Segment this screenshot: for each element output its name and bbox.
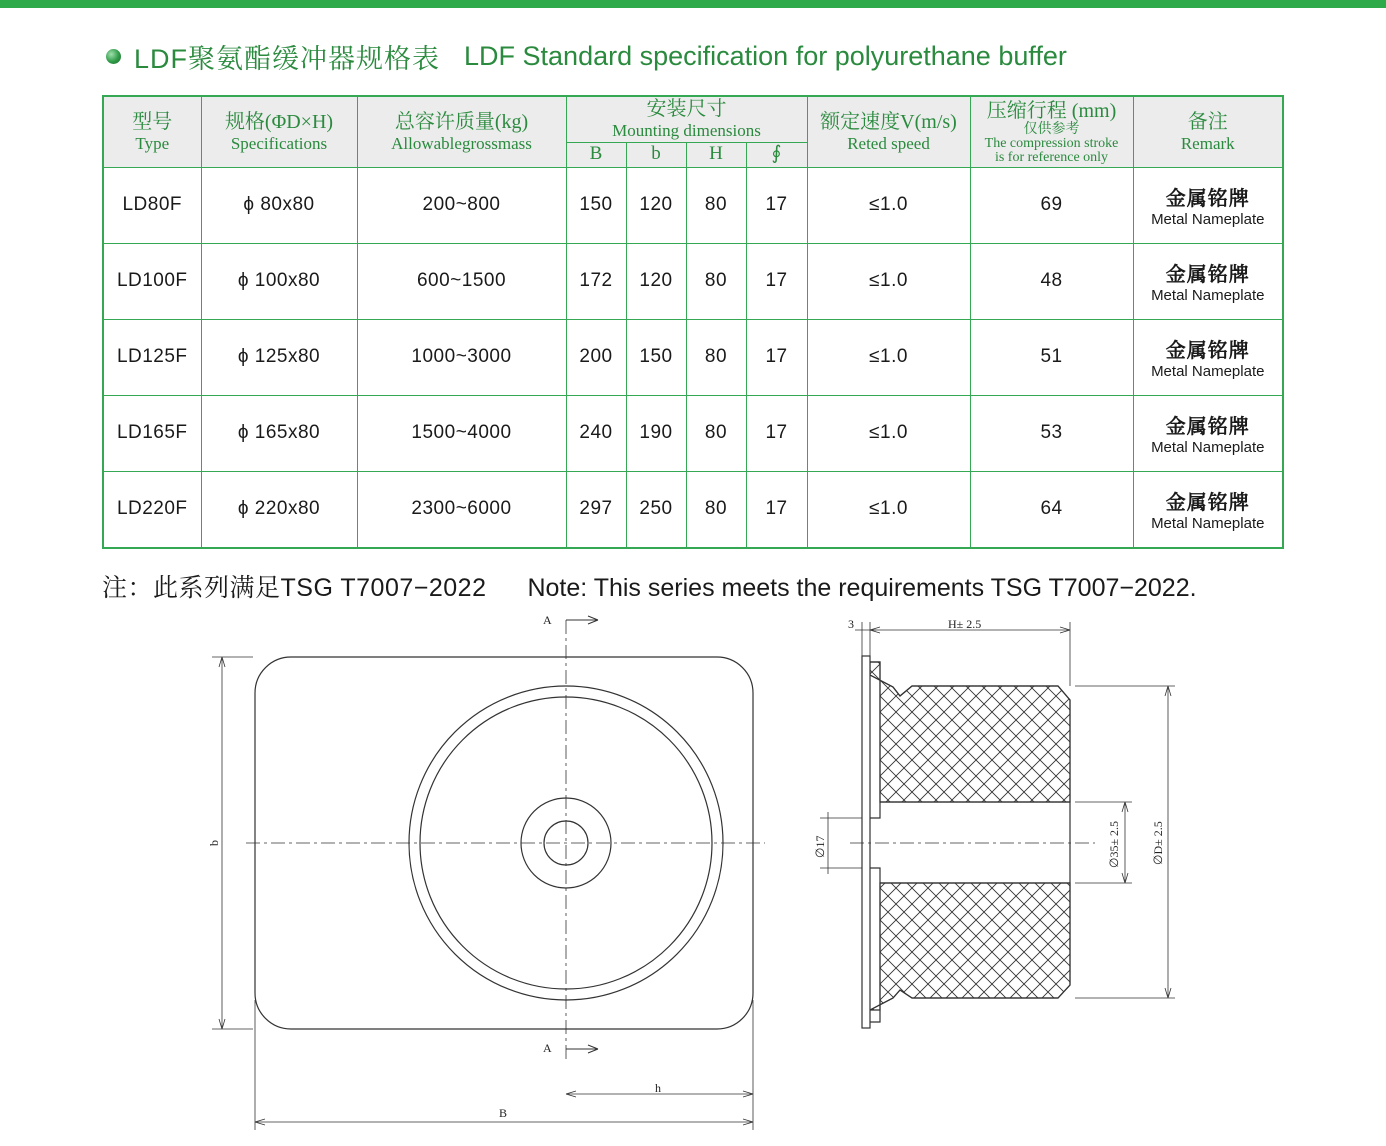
cell-B: 297 <box>566 471 626 548</box>
bullet-icon <box>106 49 121 64</box>
cell-speed: ≤1.0 <box>807 471 970 548</box>
cell-B: 200 <box>566 319 626 395</box>
remark-chinese: 金属铭牌 <box>1165 416 1250 439</box>
note-chinese: 注：此系列满足TSG T7007−2022 <box>102 574 487 602</box>
header-mount-H: H <box>686 142 746 167</box>
front-view <box>212 616 765 1130</box>
cell-phi: 17 <box>746 471 807 548</box>
cell-phi: 17 <box>746 319 807 395</box>
note <box>102 568 1197 604</box>
cell-H: 80 <box>686 319 746 395</box>
dim-b-label: b <box>207 840 221 846</box>
cell-remark <box>1133 319 1283 395</box>
remark-english: Metal Nameplate <box>1151 211 1265 229</box>
dim-phi17-label: ∅17 <box>813 835 827 858</box>
header-mount-b: b <box>626 142 686 167</box>
cell-b: 150 <box>626 319 686 395</box>
cell-stroke: 51 <box>970 319 1133 395</box>
cell-b: 190 <box>626 395 686 471</box>
remark-english: Metal Nameplate <box>1151 515 1265 533</box>
cell-remark <box>1133 471 1283 548</box>
cell-H: 80 <box>686 471 746 548</box>
cell-stroke: 53 <box>970 395 1133 471</box>
cell-speed: ≤1.0 <box>807 243 970 319</box>
cell-spec: ϕ 125x80 <box>201 319 357 395</box>
title-chinese: LDF聚氨酯缓冲器规格表 <box>134 43 441 74</box>
remark-chinese: 金属铭牌 <box>1165 340 1250 363</box>
section-mark-top: A <box>543 613 552 627</box>
table-row <box>103 471 1283 548</box>
technical-drawing <box>0 600 1386 1146</box>
table-row <box>103 167 1283 243</box>
cell-H: 80 <box>686 243 746 319</box>
cell-mass: 600~1500 <box>357 243 566 319</box>
table-row <box>103 243 1283 319</box>
cell-type: LD100F <box>103 243 201 319</box>
cell-spec: ϕ 80x80 <box>201 167 357 243</box>
header-type: 型号 Type <box>103 96 201 167</box>
remark-chinese: 金属铭牌 <box>1165 188 1250 211</box>
dim-3-label: 3 <box>848 617 854 631</box>
dim-phi35-label: ∅35± 2.5 <box>1107 820 1121 868</box>
cell-phi: 17 <box>746 243 807 319</box>
remark-english: Metal Nameplate <box>1151 439 1265 457</box>
remark-english: Metal Nameplate <box>1151 363 1265 381</box>
header-specifications: 规格(ΦD×H) Specifications <box>201 96 357 167</box>
header-compression-stroke: 压缩行程 (mm) 仅供参考 The compression stroke is for reference only <box>970 96 1133 167</box>
cell-b: 120 <box>626 243 686 319</box>
cell-stroke: 64 <box>970 471 1133 548</box>
cell-spec: ϕ 220x80 <box>201 471 357 548</box>
specification-table <box>102 95 1284 549</box>
cell-speed: ≤1.0 <box>807 167 970 243</box>
cell-type: LD125F <box>103 319 201 395</box>
cell-phi: 17 <box>746 395 807 471</box>
header-mount-B: B <box>566 142 626 167</box>
dim-H-label: H± 2.5 <box>948 617 982 631</box>
header-mount-phi: ∮ <box>746 142 807 167</box>
cell-phi: 17 <box>746 167 807 243</box>
cell-spec: ϕ 165x80 <box>201 395 357 471</box>
dim-B-label: B <box>499 1106 508 1120</box>
cell-B: 150 <box>566 167 626 243</box>
cell-type: LD220F <box>103 471 201 548</box>
table-row <box>103 395 1283 471</box>
dim-phiD-label: ∅D± 2.5 <box>1151 821 1165 865</box>
cell-mass: 2300~6000 <box>357 471 566 548</box>
section-mark-bottom: A <box>543 1041 552 1055</box>
cell-H: 80 <box>686 167 746 243</box>
cell-H: 80 <box>686 395 746 471</box>
cell-B: 172 <box>566 243 626 319</box>
title-english: LDF Standard specification for polyurethane buffer <box>464 40 1067 71</box>
cell-remark <box>1133 243 1283 319</box>
top-accent-bar <box>0 0 1386 8</box>
table-row <box>103 319 1283 395</box>
cell-remark <box>1133 167 1283 243</box>
cell-b: 120 <box>626 167 686 243</box>
header-rated-speed: 额定速度V(m/s) Reted speed <box>807 96 970 167</box>
cell-type: LD80F <box>103 167 201 243</box>
remark-english: Metal Nameplate <box>1151 287 1265 305</box>
remark-chinese: 金属铭牌 <box>1165 492 1250 515</box>
cell-mass: 1000~3000 <box>357 319 566 395</box>
cell-stroke: 69 <box>970 167 1133 243</box>
header-allowable-mass: 总容许质量(kg) Allowablegrossmass <box>357 96 566 167</box>
cell-type: LD165F <box>103 395 201 471</box>
cell-remark <box>1133 395 1283 471</box>
note-english: Note: This series meets the requirements TSG T7007−2022. <box>527 574 1197 602</box>
cell-b: 250 <box>626 471 686 548</box>
cell-spec: ϕ 100x80 <box>201 243 357 319</box>
cell-B: 240 <box>566 395 626 471</box>
cell-speed: ≤1.0 <box>807 319 970 395</box>
cell-stroke: 48 <box>970 243 1133 319</box>
cell-speed: ≤1.0 <box>807 395 970 471</box>
cell-mass: 200~800 <box>357 167 566 243</box>
dim-h-label: h <box>655 1081 661 1095</box>
page-title <box>106 38 1067 74</box>
header-mounting-dimensions: 安装尺寸 Mounting dimensions <box>566 96 807 142</box>
section-view <box>820 622 1175 1028</box>
remark-chinese: 金属铭牌 <box>1165 264 1250 287</box>
header-remark: 备注 Remark <box>1133 96 1283 167</box>
cell-mass: 1500~4000 <box>357 395 566 471</box>
